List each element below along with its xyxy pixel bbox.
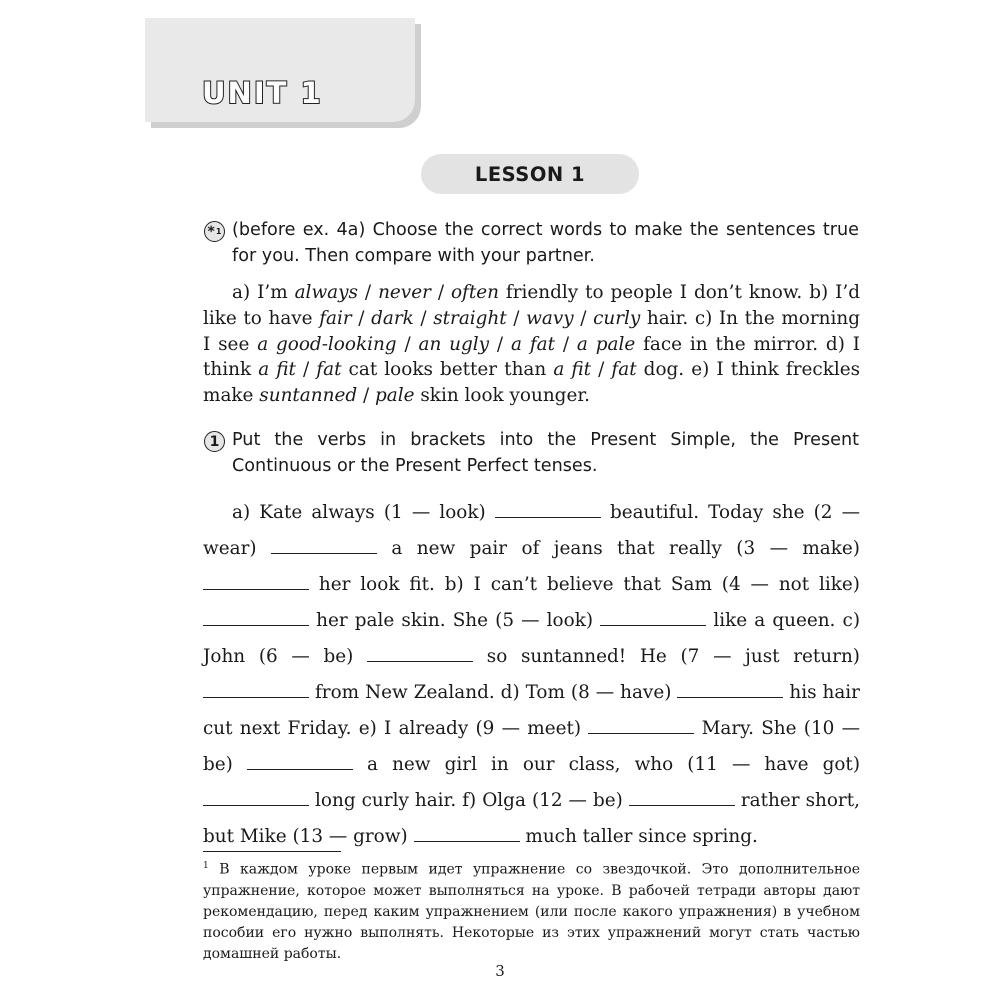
answer-blank[interactable] xyxy=(414,824,520,842)
option: wavy xyxy=(526,307,574,329)
answer-blank[interactable] xyxy=(203,680,309,698)
answer-blank[interactable] xyxy=(367,644,473,662)
unit-title: UNIT 1 xyxy=(202,76,323,110)
star-exercise-sentences: a) I’m always / never / often friendly to people I don’t know. b) I’d like to have fair / dark / straight / wavy / curly hair. c) In the morning I see a good-looking / an ugly / a fat / a pale face in the mirror. d) I think a fit / fat cat looks better than a fit / fat dog. e) I think freckles make suntanned / pale skin look younger. xyxy=(203,282,861,407)
exercise-1-instruction: Put the verbs in brackets into the Present Simple, the Present Continuous or the Present Perfect tenses. xyxy=(232,430,859,476)
option: a fat xyxy=(511,333,555,355)
answer-blank[interactable] xyxy=(677,680,783,698)
answer-blank[interactable] xyxy=(271,536,377,554)
option: always xyxy=(294,282,358,303)
option: fat xyxy=(611,359,637,381)
answer-blank[interactable] xyxy=(203,608,309,626)
option: suntanned xyxy=(259,385,358,407)
footnote xyxy=(203,856,860,965)
option: never xyxy=(378,282,431,303)
lesson-title: LESSON 1 xyxy=(474,162,586,186)
exercise-1-paragraph: a) Kate always (1 — look) beautiful. Today she (2 — wear) a new pair of jeans that really (3 — make) her look fit. b) I can’t believe that Sam (4 — not like) her pale skin. She (5 — look) like a queen. c) John (6 — be) so suntanned! He (7 — just return) from New Zealand. d) Tom (8 — have) his hair cut next Friday. e) I already (9 — meet) Mary. She (10 — be) a new girl in our class, who (11 — have got) long curly hair. f) Olga (12 — be) rather short, but Mike (13 — grow) much taller since spring. xyxy=(203,502,860,847)
footnote-divider xyxy=(203,851,341,852)
answer-blank[interactable] xyxy=(203,788,309,806)
option: curly xyxy=(593,307,641,329)
option: straight xyxy=(433,307,507,329)
exercise-1-text xyxy=(203,495,860,855)
option: often xyxy=(450,282,499,303)
option: an ugly xyxy=(418,333,490,355)
answer-blank[interactable] xyxy=(203,572,309,590)
option: fat xyxy=(316,359,342,381)
exercise-1-badge: 1 xyxy=(204,431,225,452)
star-exercise-instruction: (before ex. 4a) Choose the correct words to make the sentences true for you. Then compare with your partner. xyxy=(232,220,859,266)
answer-blank[interactable] xyxy=(247,752,353,770)
star-exercise-badge: * 1 xyxy=(204,221,225,242)
option: a pale xyxy=(576,333,636,355)
option: a good-looking xyxy=(257,333,397,355)
footnote-marker: 1 xyxy=(203,861,209,871)
option: a fit xyxy=(553,359,592,381)
answer-blank[interactable] xyxy=(629,788,735,806)
option: pale xyxy=(375,385,415,407)
option: fair xyxy=(319,307,352,329)
answer-blank[interactable] xyxy=(600,608,706,626)
option: a fit xyxy=(258,359,296,381)
answer-blank[interactable] xyxy=(588,716,694,734)
page-number: 3 xyxy=(495,962,505,980)
footnote-text: В каждом уроке первым идет упражнение со звездочкой. Это дополнительное упражнение, которое может выполняться на уроке. В рабочей тетради авторы дают рекомендацию, перед каким упражнением (или после какого упражнения) в учебном пособии его нужно выполнять. Некоторые из этих упражнений могут стать частью домашней работы. xyxy=(203,861,860,962)
star-exercise-text xyxy=(203,280,860,409)
lesson-header xyxy=(421,154,639,194)
answer-blank[interactable] xyxy=(495,500,601,518)
option: dark xyxy=(371,307,414,329)
